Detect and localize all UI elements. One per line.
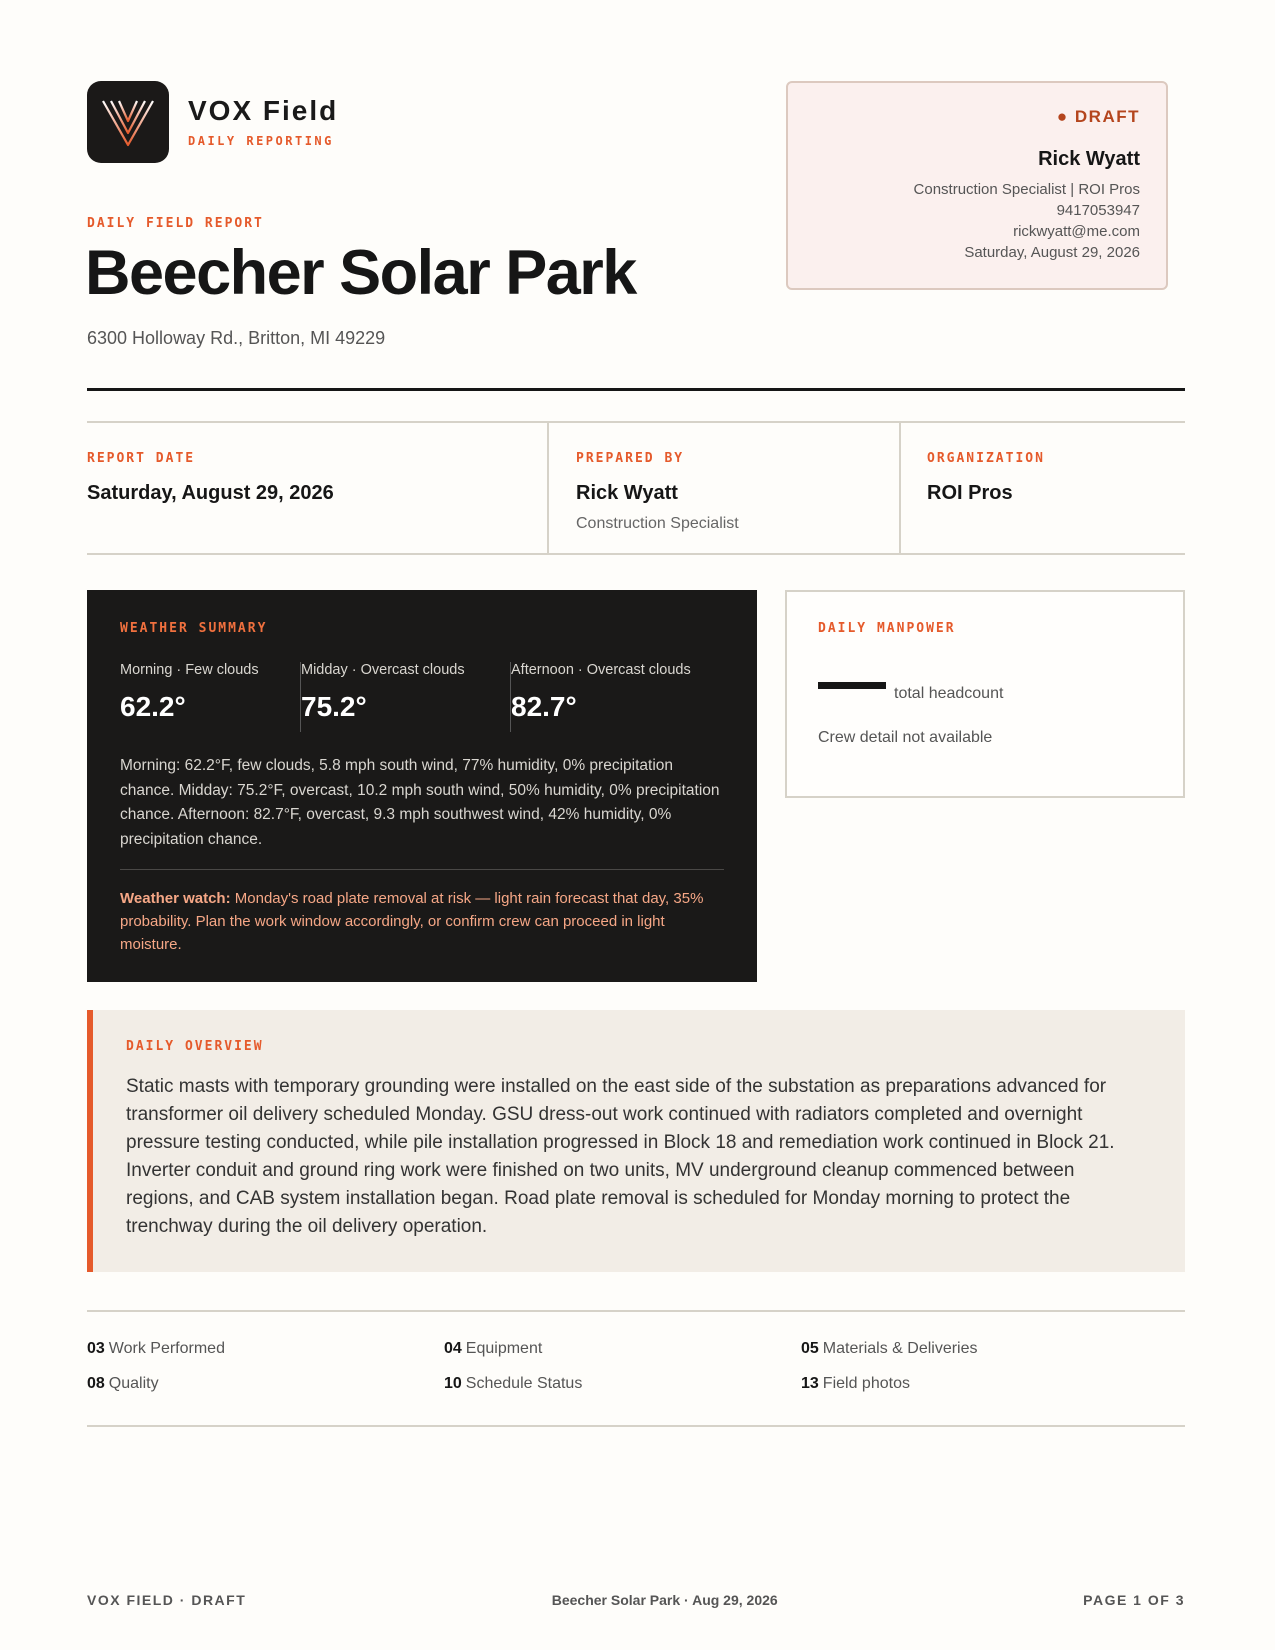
report-date-value: Saturday, August 29, 2026	[87, 482, 334, 504]
weather-title: WEATHER SUMMARY	[120, 621, 268, 636]
section-label: Materials & Deliveries	[822, 1340, 978, 1357]
author-date: Saturday, August 29, 2026	[964, 244, 1140, 261]
prepared-by-value: Rick Wyatt	[576, 482, 678, 504]
footer-left: VOX FIELD · DRAFT	[87, 1592, 247, 1608]
status-badge-label: DRAFT	[1074, 107, 1140, 126]
crew-detail-note: Crew detail not available	[818, 729, 993, 746]
vox-logo-icon	[97, 91, 159, 153]
section-link-schedule-status[interactable]	[444, 1375, 801, 1393]
overview-text: Static masts with temporary grounding were installed on the east side of the substation as preparations advanced for transformer oil delivery scheduled Monday. GSU dress-out work continued with radiators completed and overnight pressure testing conducted, while pile installation progressed in Block 18 and remediation work continued in Block 21. Inverter conduit and ground ring work were finished on two units, MV underground cleanup commenced between regions, and CAB system installation began. Road plate removal is scheduled for Monday morning to protect the trenchway during the oil delivery operation.	[126, 1076, 1115, 1237]
headcount-label: total headcount	[894, 685, 1004, 702]
headcount-placeholder-dash	[818, 682, 886, 689]
section-label: Equipment	[465, 1340, 543, 1357]
section-number: 13	[801, 1375, 819, 1392]
weather-period-midday	[300, 662, 510, 732]
section-link-quality[interactable]	[87, 1375, 444, 1393]
weather-watch	[120, 887, 724, 956]
section-link-materials[interactable]	[801, 1340, 1185, 1358]
weather-period-morning	[120, 662, 300, 732]
section-link-equipment[interactable]	[444, 1340, 801, 1358]
page-footer	[87, 1592, 1185, 1608]
organization-label: ORGANIZATION	[927, 451, 1045, 466]
weather-period-afternoon	[510, 662, 720, 732]
weather-periods	[120, 662, 724, 732]
prepared-by-role: Construction Specialist	[576, 515, 739, 532]
page-number: PAGE 1 OF 3	[1083, 1592, 1185, 1608]
section-label: Quality	[108, 1375, 159, 1392]
report-date-cell	[87, 423, 547, 553]
report-eyebrow: DAILY FIELD REPORT	[87, 216, 264, 231]
report-info-row	[87, 421, 1185, 555]
brand-name: VOX Field	[188, 95, 339, 126]
weather-period-label: Midday · Overcast clouds	[301, 662, 465, 678]
page-title: Beecher Solar Park	[85, 238, 636, 308]
section-label: Work Performed	[108, 1340, 225, 1357]
section-number: 08	[87, 1375, 105, 1392]
header-divider	[87, 388, 1185, 391]
daily-manpower-panel	[785, 590, 1185, 798]
section-label: Schedule Status	[465, 1375, 583, 1392]
overview-title: DAILY OVERVIEW	[126, 1039, 264, 1054]
status-dot-icon: ●	[1056, 107, 1075, 126]
weather-watch-text: Monday's road plate removal at risk — light rain forecast that day, 35% probability. Plan the work window accordingly, or confirm crew can proceed in light moisture.	[120, 890, 704, 953]
section-number: 03	[87, 1340, 105, 1357]
section-label: Field photos	[822, 1375, 910, 1392]
organization-cell	[899, 423, 1185, 553]
manpower-title: DAILY MANPOWER	[818, 621, 956, 636]
daily-overview-panel	[87, 1010, 1185, 1272]
prepared-by-label: PREPARED BY	[576, 451, 685, 466]
section-index	[87, 1310, 1185, 1427]
status-badge	[808, 107, 1140, 127]
prepared-by-cell	[547, 423, 899, 553]
weather-divider	[120, 869, 724, 870]
weather-period-label: Morning · Few clouds	[120, 662, 259, 678]
author-phone: 9417053947	[1056, 202, 1140, 219]
author-name: Rick Wyatt	[1038, 148, 1140, 170]
weather-summary-panel	[87, 590, 757, 982]
weather-watch-label: Weather watch:	[120, 890, 231, 907]
site-address: 6300 Holloway Rd., Britton, MI 49229	[87, 328, 386, 348]
section-number: 10	[444, 1375, 462, 1392]
weather-period-temp: 62.2°	[120, 691, 186, 722]
headcount-row	[818, 682, 1152, 703]
section-number: 05	[801, 1340, 819, 1357]
brand-tagline: DAILY REPORTING	[188, 134, 334, 148]
author-role-org: Construction Specialist | ROI Pros	[913, 181, 1140, 198]
weather-period-temp: 82.7°	[511, 691, 577, 722]
author-email: rickwyatt@me.com	[1013, 223, 1140, 240]
weather-period-temp: 75.2°	[301, 691, 367, 722]
weather-period-label: Afternoon · Overcast clouds	[511, 662, 691, 678]
section-link-field-photos[interactable]	[801, 1375, 1185, 1393]
section-number: 04	[444, 1340, 462, 1357]
footer-center: Beecher Solar Park · Aug 29, 2026	[551, 1592, 778, 1608]
draft-card	[786, 81, 1168, 290]
report-date-label: REPORT DATE	[87, 451, 196, 466]
app-logo	[87, 81, 169, 163]
organization-value: ROI Pros	[927, 482, 1013, 504]
section-link-work-performed[interactable]	[87, 1340, 444, 1358]
weather-description: Morning: 62.2°F, few clouds, 5.8 mph south wind, 77% humidity, 0% precipitation chance. Midday: 75.2°F, overcast, 10.2 mph south wind, 50% humidity, 0% precipitation chance. Afternoon: 82.7°F, overcast, 9.3 mph southwest wind, 42% humidity, 0% precipitation chance.	[120, 757, 720, 848]
